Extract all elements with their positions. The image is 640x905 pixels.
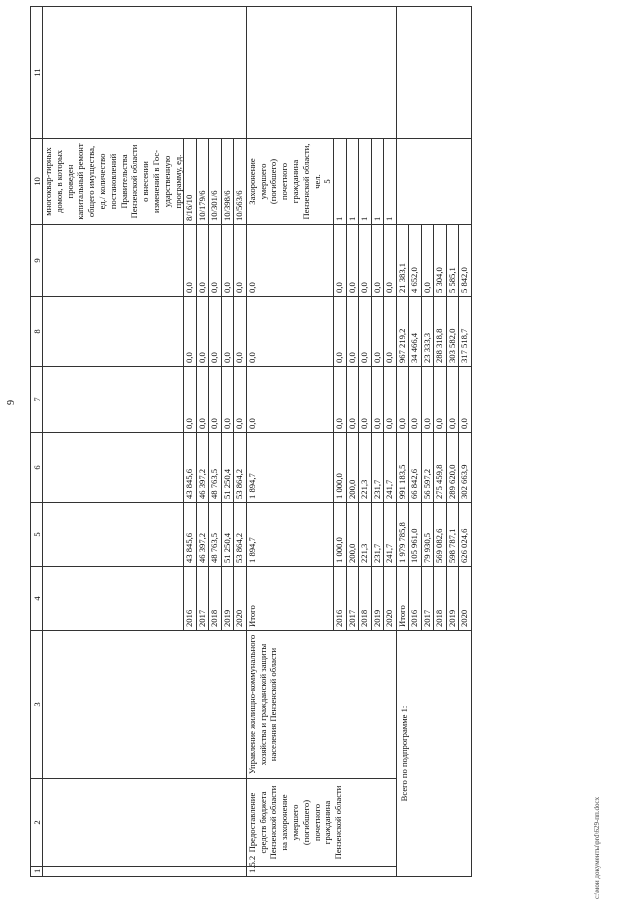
value-cell: 0,0 (209, 367, 222, 433)
value-cell: 967 219,2 (396, 297, 409, 367)
value-cell: 241,7 (384, 503, 397, 567)
value-cell: 0,0 (234, 297, 247, 367)
value-cell: 1 894,7 (246, 433, 333, 503)
value-cell: 0,0 (184, 225, 197, 297)
year-cell: 2017 (346, 567, 359, 631)
total-label: Итого (246, 567, 333, 631)
value-cell: 0,0 (221, 297, 234, 367)
value-cell: 275 459,8 (434, 433, 447, 503)
subprogram-total-label: Всего по подпрограмме 1: (396, 631, 471, 877)
value-cell: 241,7 (384, 433, 397, 503)
year-cell: 2020 (234, 567, 247, 631)
column-header-3: 3 (31, 631, 43, 779)
value-cell: 0,0 (334, 225, 347, 297)
value-cell: 302 663,9 (459, 433, 472, 503)
value-cell: 5 585,1 (446, 225, 459, 297)
value-cell: 0,0 (371, 297, 384, 367)
value-cell: 1 000,0 (334, 503, 347, 567)
value-cell: 0,0 (459, 367, 472, 433)
value-cell: 0,0 (221, 367, 234, 433)
item-number: 1.5.2 (246, 867, 396, 877)
value-cell: 1 979 785,8 (396, 503, 409, 567)
indicator-total-value: 5 (322, 179, 333, 184)
item-name: Предоставление средств бюджета Пензенской области на захоронение умершего (погибшего) почетного гражданина Пензенской области (246, 779, 396, 867)
table-row (43, 7, 184, 877)
value-cell: 0,0 (359, 367, 372, 433)
column-header-4: 4 (31, 567, 43, 631)
value-cell: 0,0 (359, 225, 372, 297)
value-cell: 231,7 (371, 503, 384, 567)
indicator-value: 1 (384, 139, 397, 225)
value-cell: 569 082,6 (434, 503, 447, 567)
value-cell: 0,0 (246, 297, 333, 367)
value-cell: 5 304,0 (434, 225, 447, 297)
value-cell: 1 000,0 (334, 433, 347, 503)
cell-empty (396, 7, 471, 139)
indicator-value: 1 (359, 139, 372, 225)
value-cell: 43 845,6 (184, 433, 197, 503)
value-cell: 0,0 (346, 297, 359, 367)
year-cell: 2018 (359, 567, 372, 631)
value-cell: 0,0 (421, 367, 434, 433)
year-cell: 2020 (459, 567, 472, 631)
value-cell: 991 183,5 (396, 433, 409, 503)
indicator-value: 1 (334, 139, 347, 225)
value-cell: 0,0 (421, 225, 434, 297)
value-cell: 0,0 (234, 225, 247, 297)
value-cell: 0,0 (359, 297, 372, 367)
indicator-value: 1 (371, 139, 384, 225)
column-header-9: 9 (31, 225, 43, 297)
value-cell: 4 652,0 (409, 225, 422, 297)
indicator-text: Захоронение умершего (погибшего) почетного гражданина Пензенской области, чел. (246, 143, 322, 220)
value-cell: 46 397,2 (196, 433, 209, 503)
total-label: Итого (396, 567, 409, 631)
program-table (30, 6, 472, 877)
value-cell: 53 864,2 (234, 433, 247, 503)
value-cell: 48 763,5 (209, 433, 222, 503)
value-cell: 289 620,0 (446, 433, 459, 503)
value-cell: 221,3 (359, 503, 372, 567)
value-cell: 23 333,3 (421, 297, 434, 367)
value-cell: 51 250,4 (221, 433, 234, 503)
value-cell: 0,0 (346, 225, 359, 297)
column-header-1: 1 (31, 867, 43, 877)
cell-empty (396, 139, 471, 225)
year-cell: 2018 (209, 567, 222, 631)
value-cell: 0,0 (346, 367, 359, 433)
value-cell: 1 894,7 (246, 503, 333, 567)
column-header-2: 2 (31, 779, 43, 867)
value-cell: 0,0 (384, 225, 397, 297)
value-cell: 0,0 (446, 367, 459, 433)
indicator-block (246, 139, 333, 225)
year-cell: 2017 (421, 567, 434, 631)
column-header-8: 8 (31, 297, 43, 367)
value-cell: 200,0 (346, 503, 359, 567)
year-cell: 2016 (409, 567, 422, 631)
cell-empty (43, 779, 247, 867)
indicator-value: 1 (346, 139, 359, 225)
column-header-6: 6 (31, 433, 43, 503)
indicator-value: 10/179/6 (196, 139, 209, 225)
year-cell: 2017 (196, 567, 209, 631)
value-cell: 626 024,6 (459, 503, 472, 567)
value-cell: 221,3 (359, 433, 372, 503)
year-cell: 2016 (334, 567, 347, 631)
value-cell: 0,0 (184, 297, 197, 367)
cell-empty (246, 7, 396, 139)
column-header-11: 11 (31, 7, 43, 139)
value-cell: 0,0 (196, 225, 209, 297)
value-cell: 0,0 (246, 225, 333, 297)
indicator-value: 10/398/6 (221, 139, 234, 225)
indicator-value: 10/563/6 (234, 139, 247, 225)
value-cell: 317 518,7 (459, 297, 472, 367)
indicator-text: многоквар-тирных домов, в которых проведен капитальный ремонт общего имущества, ед./ количество постановлений Правительства Пензенской области о внесении изменений в Гос-ударственную программу, ед. (43, 139, 184, 225)
value-cell: 0,0 (396, 367, 409, 433)
value-cell: 0,0 (371, 367, 384, 433)
value-cell: 0,0 (196, 297, 209, 367)
year-cell: 2020 (384, 567, 397, 631)
value-cell: 56 597,2 (421, 433, 434, 503)
value-cell: 303 582,0 (446, 297, 459, 367)
value-cell: 598 787,1 (446, 503, 459, 567)
value-cell: 0,0 (246, 367, 333, 433)
cell-empty (43, 503, 184, 567)
cell-empty (43, 225, 184, 297)
year-cell: 2019 (221, 567, 234, 631)
year-cell: 2019 (371, 567, 384, 631)
year-cell: 2018 (434, 567, 447, 631)
table-row (246, 7, 333, 877)
value-cell: 0,0 (434, 367, 447, 433)
year-cell: 2016 (184, 567, 197, 631)
value-cell: 200,0 (346, 433, 359, 503)
value-cell: 79 930,5 (421, 503, 434, 567)
value-cell: 21 383,1 (396, 225, 409, 297)
executor-name: Управление жилищно-коммунального хозяйства и гражданской защиты населения Пензенской области (246, 631, 396, 779)
value-cell: 48 763,5 (209, 503, 222, 567)
cell-empty (43, 7, 247, 139)
cell-empty (43, 433, 184, 503)
value-cell: 66 842,6 (409, 433, 422, 503)
cell-empty (43, 367, 184, 433)
value-cell: 51 250,4 (221, 503, 234, 567)
value-cell: 0,0 (334, 367, 347, 433)
column-header-5: 5 (31, 503, 43, 567)
value-cell: 0,0 (384, 367, 397, 433)
value-cell: 0,0 (334, 297, 347, 367)
value-cell: 0,0 (234, 367, 247, 433)
table-row (396, 7, 409, 877)
value-cell: 0,0 (209, 225, 222, 297)
footer-path: c:\мои документы\prd\629-пп.docx (593, 796, 601, 899)
cell-empty (43, 631, 247, 779)
column-header-7: 7 (31, 367, 43, 433)
value-cell: 0,0 (184, 367, 197, 433)
value-cell: 0,0 (409, 367, 422, 433)
value-cell: 288 318,8 (434, 297, 447, 367)
value-cell: 5 842,0 (459, 225, 472, 297)
indicator-value: 10/301/6 (209, 139, 222, 225)
table-row (31, 7, 43, 877)
cell-empty (43, 867, 247, 877)
value-cell: 0,0 (384, 297, 397, 367)
column-header-10: 10 (31, 139, 43, 225)
cell-empty (43, 567, 184, 631)
year-cell: 2019 (446, 567, 459, 631)
indicator-value: 8/16/10 (184, 139, 197, 225)
value-cell: 0,0 (209, 297, 222, 367)
value-cell: 231,7 (371, 433, 384, 503)
value-cell: 53 864,2 (234, 503, 247, 567)
cell-empty (43, 297, 184, 367)
value-cell: 0,0 (196, 367, 209, 433)
value-cell: 43 845,6 (184, 503, 197, 567)
value-cell: 105 961,0 (409, 503, 422, 567)
value-cell: 0,0 (371, 225, 384, 297)
page-number: 9 (6, 400, 17, 405)
value-cell: 34 466,4 (409, 297, 422, 367)
value-cell: 46 397,2 (196, 503, 209, 567)
value-cell: 0,0 (221, 225, 234, 297)
